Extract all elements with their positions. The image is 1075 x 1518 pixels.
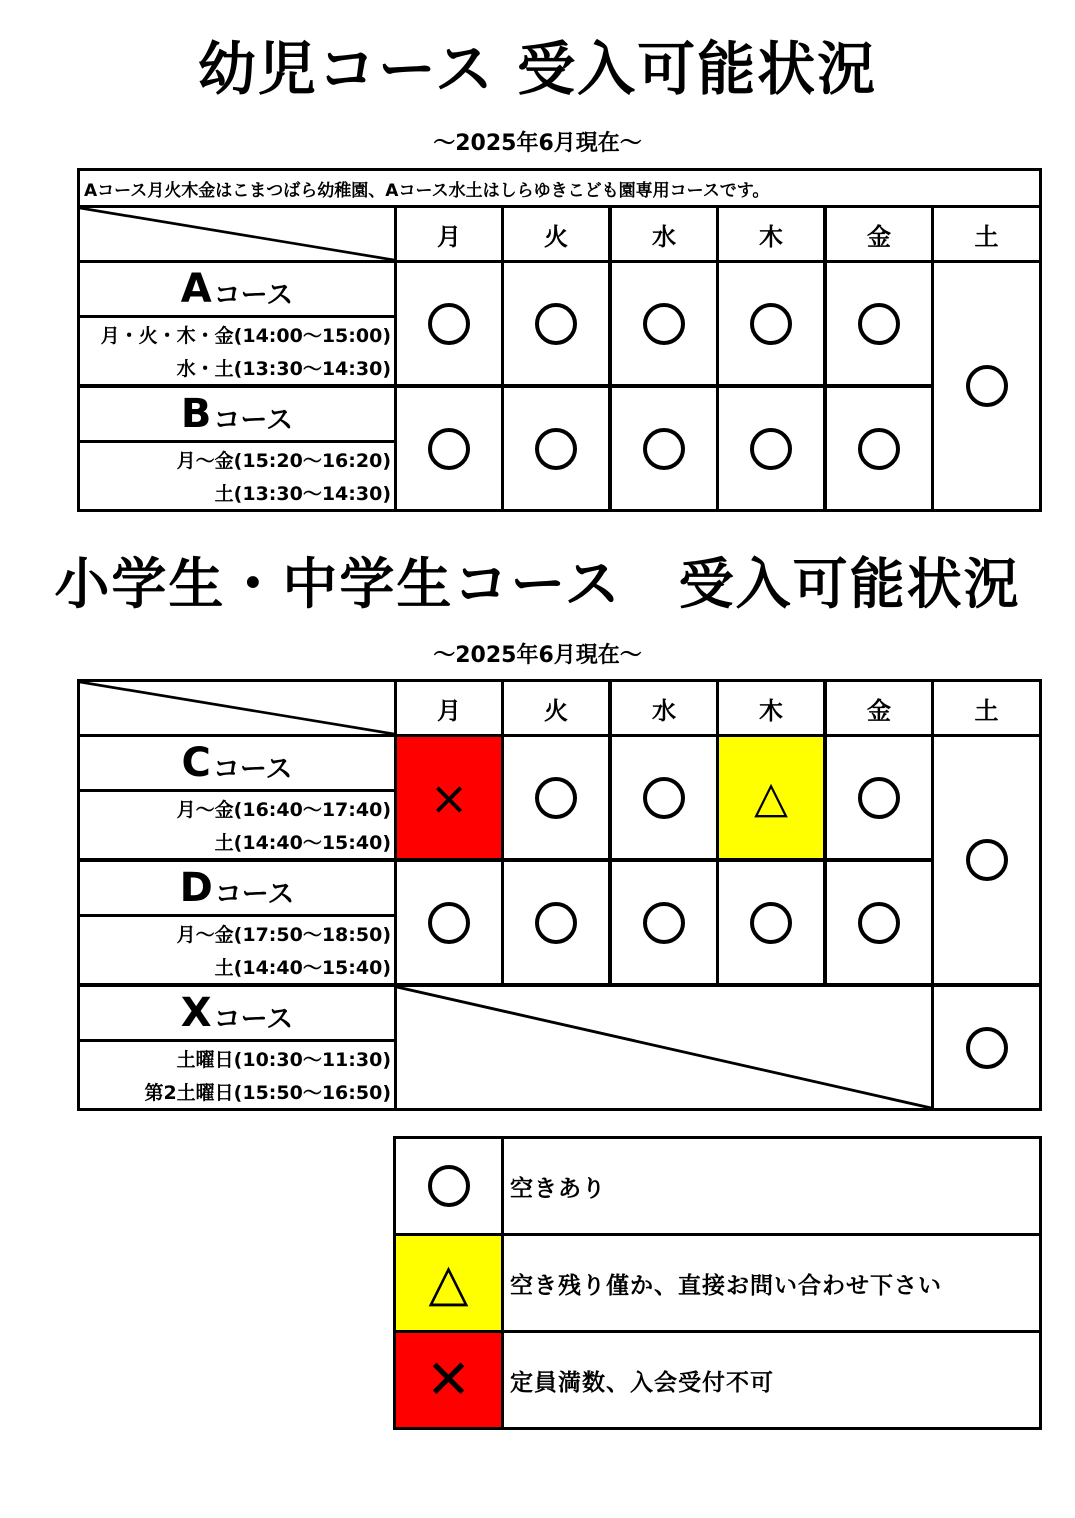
circle-available-icon [858,777,900,819]
course-time: 月～金(17:50～18:50) [176,924,391,946]
course-label-c [77,734,397,792]
circle-available-icon [750,428,792,470]
status-cell-b-0 [394,385,504,512]
day-header-4: 金 [824,679,934,737]
course-times-c [77,789,397,861]
circle-available-icon [750,902,792,944]
course-time: 土(14:40～15:40) [214,832,391,854]
course-time: 月～金(16:40～17:40) [176,799,391,821]
saturday-status-x [931,984,1042,1111]
circle-available-icon [535,428,577,470]
status-cell-d-1 [501,859,611,986]
kids-course-title: 幼児コース 受入可能状況 [197,35,878,103]
status-cell-a-3 [716,260,826,387]
student-course-title: 小学生・中学生コース 受入可能状況 [54,552,1021,616]
course-time: 第2土曜日(15:50～16:50) [144,1082,391,1104]
day-header-2: 水 [609,205,719,263]
legend-text-available: 空きあり [501,1136,1042,1236]
kids-course-subtitle: ～2025年6月現在～ [433,131,642,156]
course-suffix: コース [213,405,294,436]
course-suffix: コース [213,280,294,311]
status-cell-c-3 [716,734,826,861]
kids-header-corner [77,205,397,263]
status-cell-b-1 [501,385,611,512]
circle-available-icon [643,902,685,944]
status-cell-c-1 [501,734,611,861]
circle-available-icon [535,902,577,944]
day-header-0: 月 [394,679,504,737]
day-header-3: 木 [716,679,826,737]
circle-available-icon [428,1165,470,1207]
circle-available-icon [858,902,900,944]
kids-course-note: Aコース月火木金はこまつばら幼稚園、Aコース水土はしらゆきこども園専用コースです。 [77,168,1042,208]
course-times-x [77,1039,397,1111]
course-label-x [77,984,397,1042]
status-cell-b-2 [609,385,719,512]
course-letter: B [180,391,212,437]
course-letter: A [180,266,212,312]
course-letter: X [180,990,212,1036]
circle-available-icon [858,303,900,345]
diagonal-line [397,987,931,1108]
cross-full-icon: × [429,770,469,825]
legend-symbol-full [393,1330,504,1430]
triangle-few-icon: △ [428,1253,469,1313]
day-header-1: 火 [501,205,611,263]
day-header-1: 火 [501,679,611,737]
course-label-d [77,859,397,917]
circle-available-icon [428,303,470,345]
course-times-a [77,315,397,387]
student-course-subtitle: ～2025年6月現在～ [433,643,642,668]
day-header-0: 月 [394,205,504,263]
triangle-few-icon: △ [754,771,788,823]
circle-available-icon [428,428,470,470]
legend-text-full: 定員満数、入会受付不可 [501,1330,1042,1430]
course-letter: D [179,865,213,911]
course-suffix: コース [214,879,295,910]
course-times-b [77,440,397,512]
course-time: 月・火・木・金(14:00～15:00) [100,325,391,347]
circle-available-icon [643,303,685,345]
status-cell-c-0 [394,734,504,861]
status-cell-b-3 [716,385,826,512]
course-label-b [77,385,397,443]
day-header-5: 土 [931,205,1042,263]
legend-text-few: 空き残り僅か、直接お問い合わせ下さい [501,1233,1042,1333]
circle-available-icon [535,777,577,819]
legend-symbol-available [393,1136,504,1236]
day-header-2: 水 [609,679,719,737]
day-header-4: 金 [824,205,934,263]
student-header-corner [77,679,397,737]
course-suffix: コース [212,754,293,785]
circle-available-icon [966,365,1008,407]
course-time: 土(13:30～14:30) [214,483,391,505]
course-time: 水・土(13:30～14:30) [176,358,391,380]
circle-available-icon [643,428,685,470]
circle-available-icon [750,303,792,345]
status-cell-b-4 [824,385,934,512]
course-label-a [77,260,397,318]
day-header-3: 木 [716,205,826,263]
status-cell-d-0 [394,859,504,986]
course-time: 土(14:40～15:40) [214,957,391,979]
circle-available-icon [966,1027,1008,1069]
diagonal-line [80,208,394,260]
status-cell-a-4 [824,260,934,387]
legend-symbol-few [393,1233,504,1333]
circle-available-icon [966,839,1008,881]
course-time: 月～金(15:20～16:20) [176,450,391,472]
circle-available-icon [535,303,577,345]
status-cell-a-1 [501,260,611,387]
course-times-d [77,914,397,986]
saturday-status-kids [931,260,1042,512]
status-cell-d-2 [609,859,719,986]
course-suffix: コース [213,1004,294,1035]
day-header-5: 土 [931,679,1042,737]
circle-available-icon [858,428,900,470]
cross-full-icon: ✕ [425,1348,472,1411]
status-cell-c-2 [609,734,719,861]
status-cell-d-4 [824,859,934,986]
status-cell-d-3 [716,859,826,986]
status-cell-a-0 [394,260,504,387]
status-cell-a-2 [609,260,719,387]
saturday-status-cd [931,734,1042,986]
course-letter: C [181,740,211,786]
diagonal-line [80,682,394,734]
status-cell-c-4 [824,734,934,861]
x-course-weekdays-na [394,984,934,1111]
circle-available-icon [643,777,685,819]
circle-available-icon [428,902,470,944]
course-time: 土曜日(10:30～11:30) [176,1049,391,1071]
